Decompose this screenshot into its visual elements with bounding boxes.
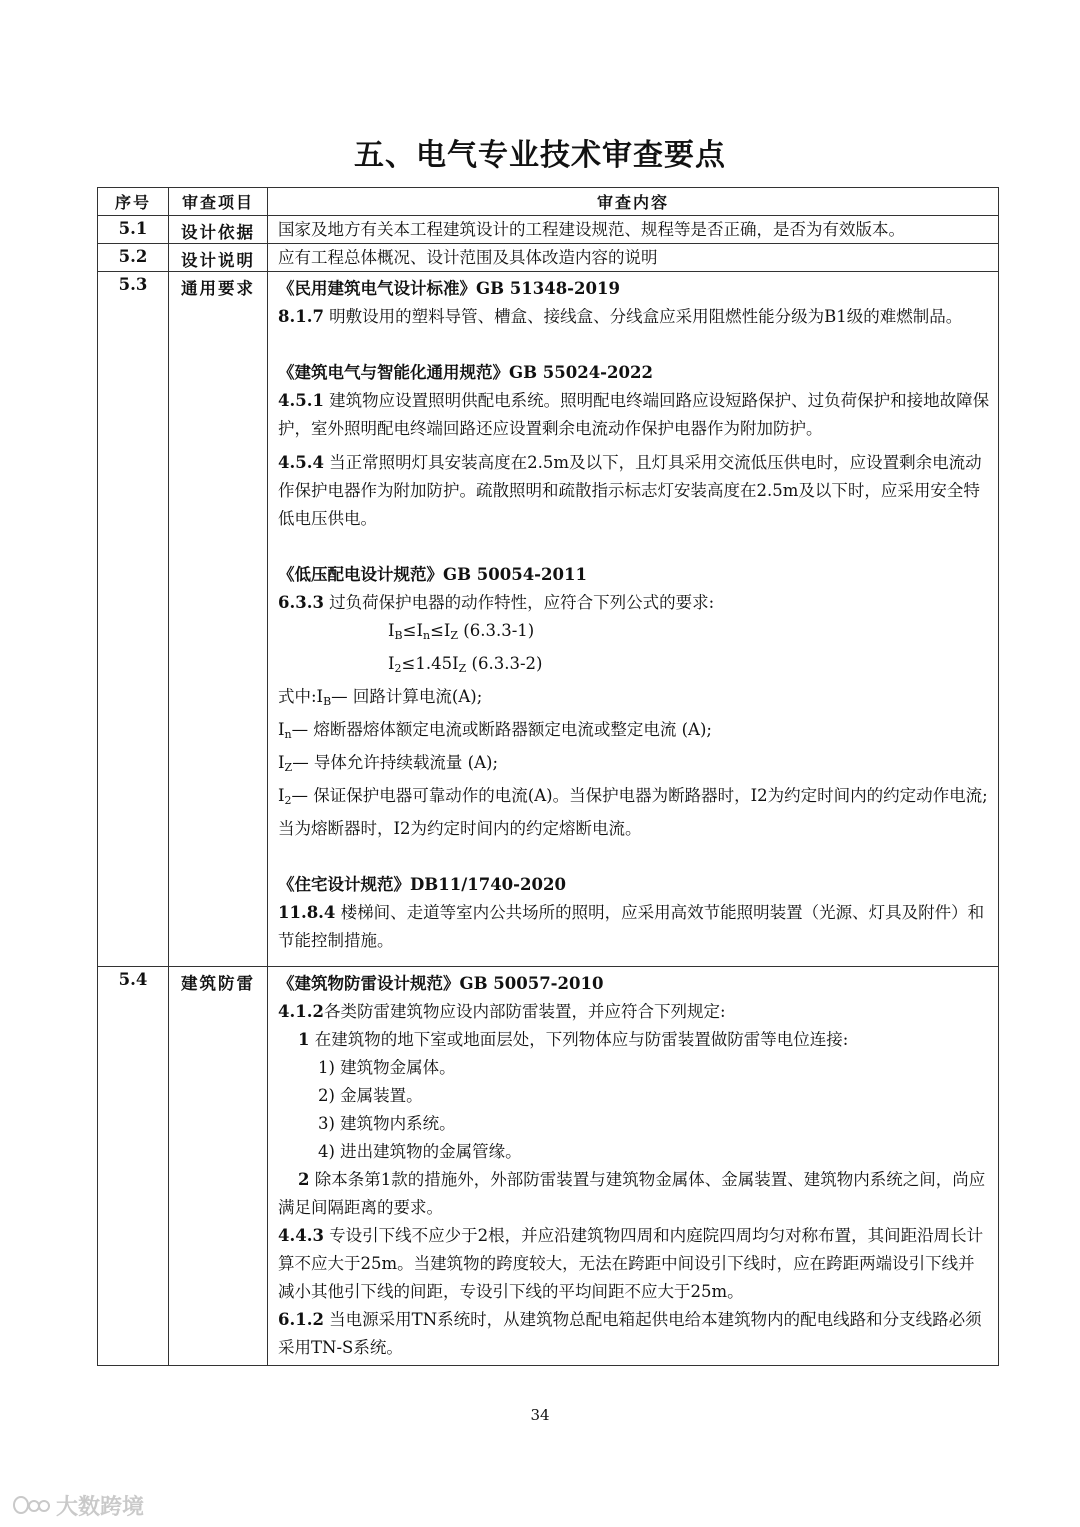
- clause-number: 4.5.4: [278, 453, 324, 472]
- list-item: 4) 进出建筑物的金属管缘。: [318, 1142, 522, 1161]
- row-number: 5.2: [98, 244, 169, 272]
- clause: [278, 899, 990, 955]
- table-row: [98, 244, 999, 272]
- standard-title: 《住宅设计规范》DB11/1740-2020: [278, 875, 566, 894]
- row-item: 设计依据: [169, 216, 268, 244]
- clause: [278, 1306, 990, 1362]
- formula-legend: $I_2—$ 保证保护电器可靠动作的电流(A)。当保护电器为断路器时，I2为约定时间内的约定动作电流;当为熔断器时，I2为约定时间内的约定熔断电流。: [278, 786, 988, 838]
- clause: [278, 449, 990, 533]
- clause-number: 6.1.2: [278, 1310, 324, 1329]
- row-item: 通用要求: [169, 272, 268, 967]
- row-content: 应有工程总体概况、设计范围及具体改造内容的说明: [268, 244, 999, 272]
- header-no: 序号: [98, 188, 169, 216]
- page-number: 34: [530, 1406, 550, 1424]
- clause: [278, 303, 990, 331]
- list-item: 1) 建筑物金属体。: [318, 1058, 456, 1077]
- header-item: 审查项目: [169, 188, 268, 216]
- standard-title: 《民用建筑电气设计标准》GB 51348-2019: [278, 279, 620, 298]
- speech-bubble-logo-icon: [12, 1494, 50, 1518]
- clause-number: 6.3.3: [278, 593, 324, 612]
- row-content: 国家及地方有关本工程建筑设计的工程建设规范、规程等是否正确，是否为有效版本。: [268, 216, 999, 244]
- watermark: [12, 1490, 144, 1521]
- clause-number: 4.5.1: [278, 391, 324, 410]
- clause-item: 2 除本条第1款的措施外，外部防雷装置与建筑物金属体、金属装置、建筑物内系统之间，尚应满足间隔距离的要求。: [278, 1170, 986, 1217]
- formula-legend: 式中$:I_B—$ 回路计算电流(A);: [278, 687, 483, 708]
- clause: [278, 998, 990, 1026]
- clause-number: 4.1.2: [278, 1002, 324, 1021]
- clause-text: 专设引下线不应少于2根，并应沿建筑物四周和内庭院四周均匀对称布置，其间距沿周长计算不应大于25m。当建筑物的跨度较大，无法在跨距中间设引下线时，应在跨距两端设引下线并减小其他引下线的间距，专设引下线的平均间距不应大于25m。: [278, 1226, 984, 1301]
- clause-text: 当正常照明灯具安装高度在2.5m及以下，且灯具采用交流低压供电时，应设置剩余电流动作保护电器作为附加防护。疏散照明和疏散指示标志灯安装高度在2.5m及以下时，应采用安全特低电压供电。: [278, 453, 982, 528]
- standard-title: 《低压配电设计规范》GB 50054-2011: [278, 565, 587, 584]
- list-item: 2) 金属装置。: [318, 1086, 423, 1105]
- formula: $I_B\le I_n\le I_Z$ (6.3.3-1): [388, 621, 535, 642]
- row-number: 5.1: [98, 216, 169, 244]
- clause-text: 当电源采用TN系统时，从建筑物总配电箱起供电给本建筑物内的配电线路和分支线路必须采用TN-S系统。: [278, 1310, 982, 1357]
- clause: [278, 589, 990, 617]
- clause-text: 过负荷保护电器的动作特性，应符合下列公式的要求:: [323, 593, 715, 612]
- formula-legend: $I_Z—$ 导体允许持续载流量 (A);: [278, 753, 499, 774]
- clause-text: 明敷设用的塑料导管、槽盒、接线盒、分线盒应采用阻燃性能分级为B1级的难燃制品。: [323, 307, 963, 326]
- standard-title: 《建筑物防雷设计规范》GB 50057-2010: [278, 974, 604, 993]
- clause-text: 建筑物应设置照明供配电系统。照明配电终端回路应设短路保护、过负荷保护和接地故障保护，室外照明配电终端回路还应设置剩余电流动作保护电器作为附加防护。: [278, 391, 990, 438]
- formula: $I_2\le 1.45I_Z$ (6.3.3-2): [388, 654, 543, 675]
- table-header-row: [98, 188, 999, 216]
- row-item: 设计说明: [169, 244, 268, 272]
- clause: [278, 387, 990, 443]
- watermark-text: 大数跨境: [56, 1495, 145, 1520]
- clause-number: 8.1.7: [278, 307, 324, 326]
- row-content: [268, 967, 999, 1366]
- row-number: 5.3: [98, 272, 169, 967]
- header-content: 审查内容: [268, 188, 999, 216]
- table-row: [98, 967, 999, 1366]
- row-item: 建筑防雷: [169, 967, 268, 1366]
- row-number: 5.4: [98, 967, 169, 1366]
- clause-item: 1 在建筑物的地下室或地面层处，下列物体应与防雷装置做防雷等电位连接:: [298, 1030, 849, 1049]
- clause: [278, 1222, 990, 1306]
- clause-number: 11.8.4: [278, 903, 336, 922]
- formula-legend: $I_n—$ 熔断器熔体额定电流或断路器额定电流或整定电流 (A);: [278, 720, 712, 741]
- table-row: [98, 216, 999, 244]
- table-row: [98, 272, 999, 967]
- page-title: 五、电气专业技术审查要点: [354, 138, 726, 173]
- list-item: 3) 建筑物内系统。: [318, 1114, 456, 1133]
- clause-text: 各类防雷建筑物应设内部防雷装置，并应符合下列规定:: [323, 1002, 726, 1021]
- clause-text: 楼梯间、走道等室内公共场所的照明，应采用高效节能照明装置（光源、灯具及附件）和节能控制措施。: [278, 903, 985, 950]
- review-table: [97, 187, 999, 1366]
- row-content: [268, 272, 999, 967]
- standard-title: 《建筑电气与智能化通用规范》GB 55024-2022: [278, 363, 653, 382]
- clause-number: 4.4.3: [278, 1226, 324, 1245]
